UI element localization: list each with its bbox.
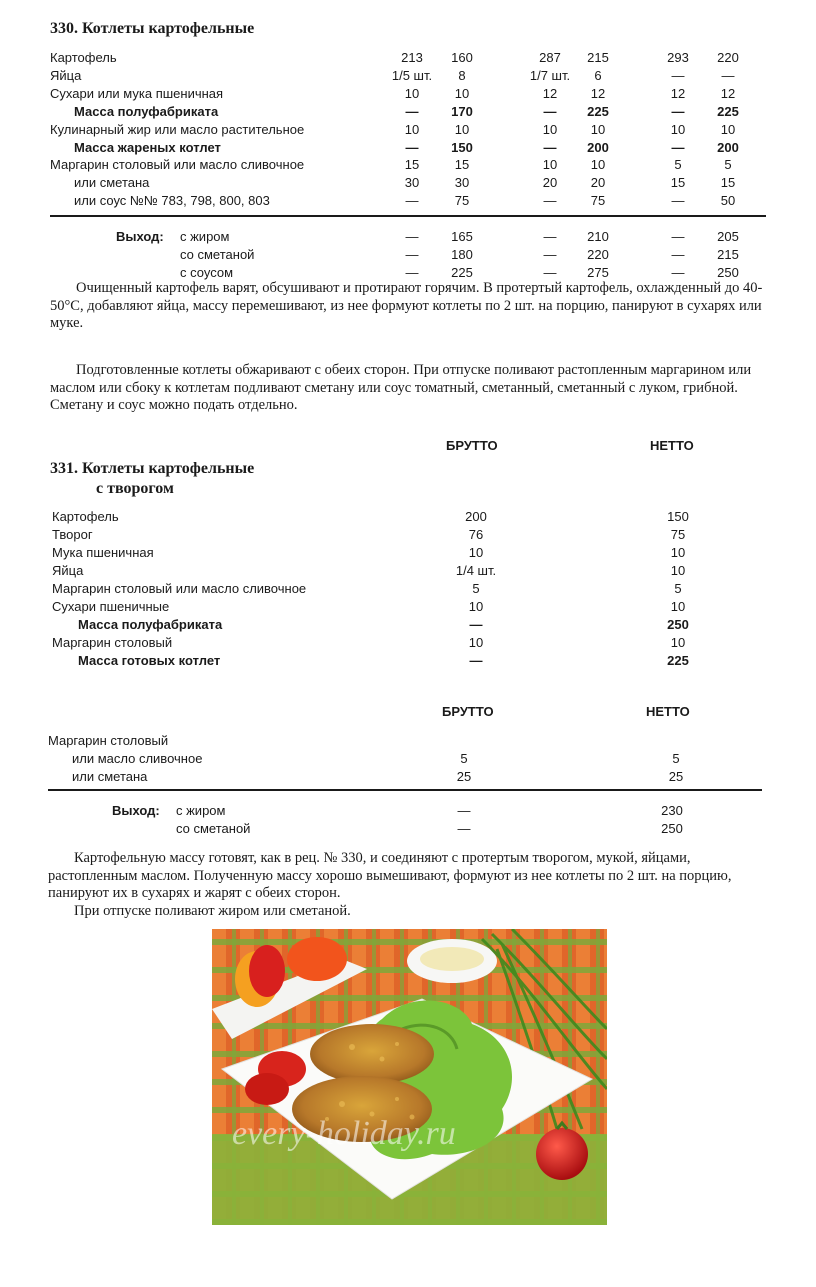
netto-value: 10: [670, 545, 686, 560]
row-value: —: [721, 67, 735, 83]
row-value: 10: [404, 85, 420, 101]
recipe-330-row: [0, 104, 816, 122]
row-value: 15: [720, 175, 736, 191]
recipe-331-row: [0, 653, 816, 671]
row-value: —: [405, 139, 419, 155]
yield-row-label: со сметаной: [176, 821, 251, 836]
netto-value: 75: [670, 527, 686, 542]
row-label: Картофель: [50, 50, 117, 65]
yield-value: —: [405, 246, 419, 262]
recipe-331-subtitle: с творогом: [96, 480, 174, 497]
row-value: 10: [590, 157, 606, 173]
brutto-value: —: [469, 617, 483, 632]
recipe-331-row: [0, 635, 816, 653]
yield-value: —: [405, 229, 419, 244]
yield-value: —: [543, 246, 557, 262]
yield-row: [0, 247, 816, 265]
recipe-331-row: [0, 581, 816, 599]
yield-value: 250: [717, 264, 739, 280]
recipe-331-serving-row: [0, 751, 816, 769]
row-value: 10: [454, 85, 470, 101]
row-value: 1/7 шт.: [529, 67, 571, 83]
recipe-330-row: [0, 193, 816, 211]
row-value: 50: [720, 193, 736, 209]
recipe-331-netto-header-2: НЕТТО: [646, 704, 690, 719]
row-value: —: [405, 193, 419, 209]
row-label: Маргарин столовый или масло сливочное: [52, 581, 307, 596]
row-label: Картофель: [52, 509, 119, 524]
brutto-value: 10: [468, 599, 484, 614]
row-value: 15: [454, 157, 470, 173]
row-label: или соус №№ 783, 798, 800, 803: [74, 193, 270, 209]
netto-value: 250: [667, 617, 689, 632]
row-label: Яйца: [50, 67, 82, 83]
row-label: Сухари или мука пшеничная: [50, 85, 224, 101]
recipe-331-brutto-header-2: БРУТТО: [442, 704, 494, 719]
row-value: 12: [670, 85, 686, 101]
yield-value: —: [405, 264, 419, 280]
netto-value: 5: [672, 751, 680, 766]
row-value: 15: [404, 157, 420, 173]
yield-row-label: с жиром: [176, 803, 226, 818]
row-value: 30: [454, 175, 470, 191]
yield-label: Выход:: [116, 229, 164, 244]
row-value: 200: [587, 139, 609, 155]
netto-value: 5: [674, 581, 682, 596]
recipe-330-row: [0, 140, 816, 158]
netto-value: 150: [667, 509, 689, 524]
yield-value: —: [543, 229, 557, 244]
netto-value: 225: [667, 653, 689, 668]
row-value: 5: [724, 157, 732, 173]
yield-label: Выход:: [112, 803, 160, 818]
row-value: 287: [539, 50, 561, 65]
yield-value: 275: [587, 264, 609, 280]
row-value: 10: [590, 121, 606, 137]
row-value: 10: [542, 121, 558, 137]
row-label: или сметана: [74, 175, 150, 191]
recipe-330-row: [0, 86, 816, 104]
brutto-value: —: [469, 653, 483, 668]
row-value: 12: [720, 85, 736, 101]
yield-value: 225: [451, 264, 473, 280]
row-label: Сухари пшеничные: [52, 599, 170, 614]
recipe-331-netto-header: НЕТТО: [650, 438, 694, 453]
netto-value: 230: [661, 803, 683, 818]
recipe-330-row: [0, 157, 816, 175]
row-label: Маргарин столовый: [52, 635, 173, 650]
yield-value: —: [671, 246, 685, 262]
row-value: 12: [590, 85, 606, 101]
recipe-330-title: 330. Котлеты картофельные: [50, 20, 255, 37]
row-value: 150: [451, 139, 473, 155]
row-label: Маргарин столовый: [48, 733, 169, 748]
recipe-330-row: [0, 68, 816, 86]
row-value: 170: [451, 103, 473, 119]
yield-row-label: с жиром: [180, 229, 230, 244]
row-value: 75: [590, 193, 606, 209]
recipe-331-paragraph-1: Картофельную массу готовят, как в рец. № 330, и соединяют с протертым творогом, мукой, яйцами, растопленным маслом. Полученную массу хорошо вымешивают, формуют из нее котлеты по 2 шт. на порцию, панируют их в сухарях и жарят с обеих сторон.: [48, 850, 732, 901]
recipe-331-row: [0, 617, 816, 635]
brutto-value: 1/4 шт.: [455, 563, 497, 578]
row-value: 10: [720, 121, 736, 137]
brutto-value: 200: [465, 509, 487, 524]
row-label: Творог: [52, 527, 93, 542]
row-label: или масло сливочное: [72, 751, 203, 766]
yield-value: —: [671, 229, 685, 244]
row-label: Маргарин столовый или масло сливочное: [50, 157, 305, 173]
row-value: 10: [542, 157, 558, 173]
netto-value: 10: [670, 563, 686, 578]
yield-value: 180: [451, 246, 473, 262]
row-value: —: [543, 193, 557, 209]
row-value: 220: [717, 50, 739, 65]
row-value: —: [543, 103, 557, 119]
yield-row: [0, 821, 816, 839]
recipe-331-row: [0, 545, 816, 563]
brutto-value: 76: [468, 527, 484, 542]
row-label: Яйца: [52, 563, 84, 578]
row-value: 215: [587, 50, 609, 65]
yield-value: 165: [451, 229, 473, 244]
yield-row-label: с соусом: [180, 264, 234, 280]
yield-value: 210: [587, 229, 609, 244]
row-value: 15: [670, 175, 686, 191]
row-value: —: [671, 193, 685, 209]
row-value: 10: [670, 121, 686, 137]
row-value: 12: [542, 85, 558, 101]
recipe-331-row: [0, 599, 816, 617]
row-value: 6: [594, 67, 602, 83]
recipe-331-paragraph-2: При отпуске поливают жиром или сметаной.: [74, 903, 351, 919]
row-value: 20: [542, 175, 558, 191]
brutto-value: 5: [460, 751, 468, 766]
row-label: Масса полуфабриката: [78, 617, 223, 632]
yield-value: 205: [717, 229, 739, 244]
row-value: 1/5 шт.: [391, 67, 433, 83]
brutto-value: 5: [472, 581, 480, 596]
recipe-330-paragraph-2: Подготовленные котлеты обжаривают с обеих сторон. При отпуске поливают растопленным маргарином или маслом или сбоку к котлетам подливают сметану или соус томатный, сметанный, сметанный с луком, грибной. Сметану и соус можно подать отдельно.: [50, 362, 752, 413]
recipe-331-serving-row: [0, 769, 816, 787]
recipe-331-row: [0, 563, 816, 581]
row-value: —: [671, 103, 685, 119]
recipe-330-row: [0, 50, 816, 68]
recipe-330-row: [0, 122, 816, 140]
row-value: —: [543, 139, 557, 155]
row-value: —: [405, 103, 419, 119]
recipe-331-title: 331. Котлеты картофельные: [50, 460, 255, 477]
netto-value: 10: [670, 599, 686, 614]
yield-value: —: [671, 264, 685, 280]
recipe-330-row: [0, 175, 816, 193]
row-value: 8: [458, 67, 466, 83]
recipe-331-divider: [48, 789, 762, 791]
row-label: Масса готовых котлет: [78, 653, 221, 668]
row-value: —: [671, 67, 685, 83]
yield-row: [0, 803, 816, 821]
row-label: Масса полуфабриката: [74, 103, 219, 119]
row-value: 213: [401, 50, 423, 65]
netto-value: 10: [670, 635, 686, 650]
brutto-value: 10: [468, 635, 484, 650]
recipe-331-row: [0, 509, 816, 527]
row-value: 293: [667, 50, 689, 65]
yield-value: 220: [587, 246, 609, 262]
row-label: Мука пшеничная: [52, 545, 154, 560]
brutto-value: —: [457, 821, 471, 836]
row-value: 160: [451, 50, 473, 65]
row-value: 225: [717, 103, 739, 119]
recipe-331-serving-row: [0, 733, 816, 751]
row-value: 10: [454, 121, 470, 137]
recipe-331-brutto-header: БРУТТО: [446, 438, 498, 453]
row-value: 5: [674, 157, 682, 173]
cutlets-photo: [212, 929, 607, 1225]
yield-row-label: со сметаной: [180, 246, 255, 262]
yield-value: —: [543, 264, 557, 280]
watermark-text: every-holiday.ru: [232, 1115, 456, 1152]
netto-value: 250: [661, 821, 683, 836]
brutto-value: —: [457, 803, 471, 818]
row-label: Масса жареных котлет: [74, 139, 221, 155]
recipe-330-divider: [50, 215, 766, 217]
recipe-330-paragraph-1: Очищенный картофель варят, обсушивают и протирают горячим. В протертый картофель, охлажденный до 40-50°С, добавляют яйца, массу перемешивают, из нее формуют котлеты по 2 шт. на порцию, панируют в сухарях или муке.: [50, 280, 763, 331]
row-value: 75: [454, 193, 470, 209]
row-label: Кулинарный жир или масло растительное: [50, 121, 305, 137]
row-label: или сметана: [72, 769, 148, 784]
brutto-value: 10: [468, 545, 484, 560]
netto-value: 25: [668, 769, 684, 784]
row-value: 200: [717, 139, 739, 155]
row-value: —: [671, 139, 685, 155]
yield-row: [0, 229, 816, 247]
yield-value: 215: [717, 246, 739, 262]
row-value: 225: [587, 103, 609, 119]
cutlets-photo-illustration: [212, 929, 607, 1225]
recipe-331-row: [0, 527, 816, 545]
row-value: 20: [590, 175, 606, 191]
row-value: 30: [404, 175, 420, 191]
row-value: 10: [404, 121, 420, 137]
brutto-value: 25: [456, 769, 472, 784]
